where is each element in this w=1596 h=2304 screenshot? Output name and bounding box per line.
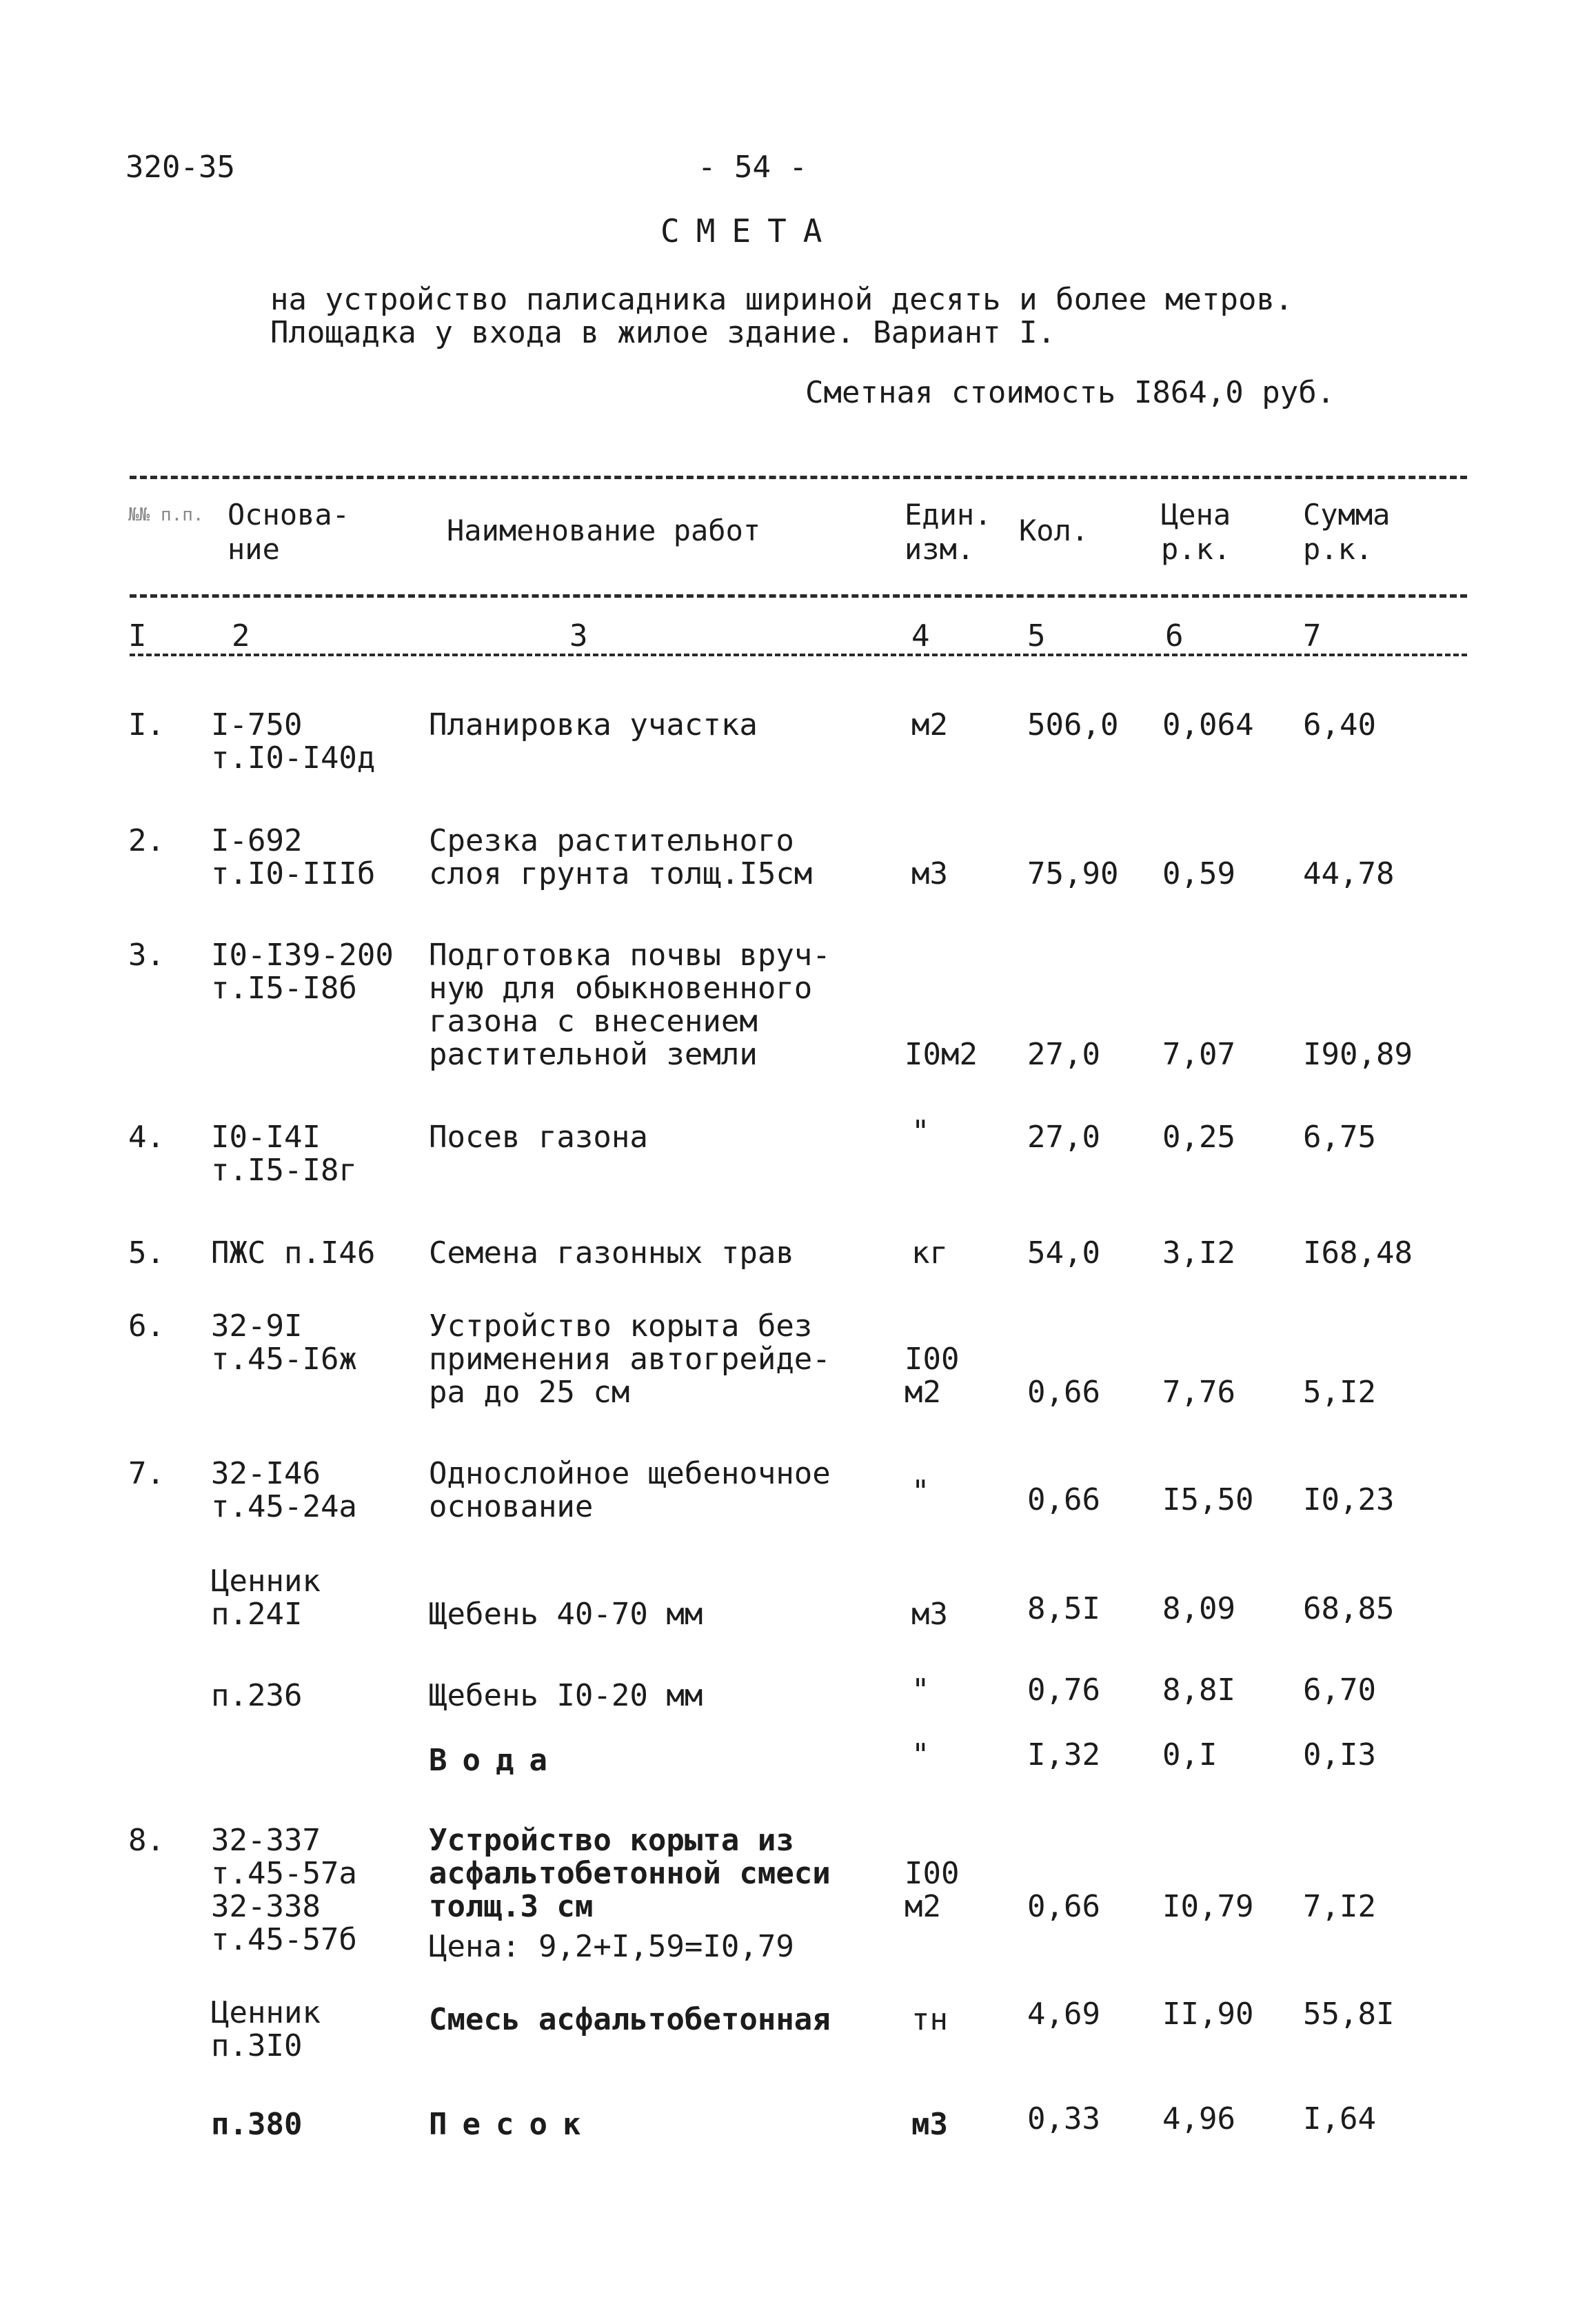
row-price: 7,76 bbox=[1162, 1375, 1235, 1410]
row-price: 0,59 bbox=[1162, 856, 1235, 891]
row-unit: " bbox=[911, 1114, 930, 1149]
column-number: 3 bbox=[569, 618, 588, 654]
row-basis: Ценник п.24I bbox=[211, 1564, 321, 1632]
row-price: I5,50 bbox=[1162, 1482, 1254, 1517]
row-sum: 55,8I bbox=[1303, 1997, 1395, 2032]
row-unit: " bbox=[911, 1474, 930, 1509]
row-name: Семена газонных трав bbox=[429, 1235, 794, 1271]
row-num: 5. bbox=[128, 1235, 165, 1271]
column-number: I bbox=[128, 618, 147, 654]
row-basis: ПЖС п.I46 bbox=[211, 1235, 376, 1271]
row-qty: 27,0 bbox=[1027, 1037, 1100, 1072]
row-qty: 8,5I bbox=[1027, 1591, 1100, 1626]
row-price: 8,8I bbox=[1162, 1673, 1235, 1708]
row-qty: 506,0 bbox=[1027, 707, 1119, 742]
row-unit: тн bbox=[911, 2002, 948, 2037]
row-basis: I-750 т.I0-I40д bbox=[211, 707, 376, 776]
row-sum: 68,85 bbox=[1303, 1591, 1395, 1626]
row-basis: 32-337 т.45-57а 32-338 т.45-57б bbox=[211, 1823, 357, 1957]
row-price: II,90 bbox=[1162, 1997, 1254, 2032]
row-num: 6. bbox=[128, 1308, 165, 1344]
row-name: Срезка растительного слоя грунта толщ.I5см bbox=[429, 823, 813, 891]
column-number: 6 bbox=[1165, 618, 1184, 654]
row-price: 0,25 bbox=[1162, 1120, 1235, 1155]
row-qty: 54,0 bbox=[1027, 1235, 1100, 1271]
row-qty: 4,69 bbox=[1027, 1997, 1100, 2032]
row-price: 0,064 bbox=[1162, 707, 1254, 742]
row-unit: I00 м2 bbox=[905, 1342, 960, 1410]
row-price: I0,79 bbox=[1162, 1889, 1254, 1924]
row-sum: I0,23 bbox=[1303, 1482, 1395, 1517]
row-unit: м3 bbox=[911, 856, 948, 891]
row-sum: I68,48 bbox=[1303, 1235, 1413, 1271]
row-unit: I0м2 bbox=[905, 1037, 978, 1072]
row-unit: I00 м2 bbox=[905, 1856, 960, 1924]
row-sum: 7,I2 bbox=[1303, 1889, 1376, 1924]
row-qty: 0,76 bbox=[1027, 1673, 1100, 1708]
row-unit: " bbox=[911, 1737, 930, 1772]
row-name: Посев газона bbox=[429, 1120, 648, 1155]
row-name: Песок bbox=[429, 2107, 596, 2142]
row-num: 4. bbox=[128, 1120, 165, 1155]
row-basis: 32-9I т.45-I6ж bbox=[211, 1308, 357, 1377]
row-sum: I90,89 bbox=[1303, 1037, 1413, 1072]
row-qty: 75,90 bbox=[1027, 856, 1119, 891]
row-unit: м3 bbox=[911, 2107, 948, 2142]
row-price: 7,07 bbox=[1162, 1037, 1235, 1072]
row-sum: 6,70 bbox=[1303, 1673, 1376, 1708]
row-num: I. bbox=[128, 707, 165, 742]
row-qty: 27,0 bbox=[1027, 1120, 1100, 1155]
header-unit: Един. изм. bbox=[905, 498, 992, 566]
row-price: 4,96 bbox=[1162, 2101, 1235, 2136]
row-name: Устройство корыта без применения автогрейде- ра до 25 см bbox=[429, 1308, 831, 1410]
row-basis: п.236 bbox=[211, 1678, 303, 1713]
row-basis: I0-I39-200 т.I5-I8б bbox=[211, 938, 394, 1006]
document-code: 320-35 bbox=[125, 150, 235, 185]
row-sum: I,64 bbox=[1303, 2101, 1376, 2136]
row-qty: 0,66 bbox=[1027, 1375, 1100, 1410]
page-number: - 54 - bbox=[698, 150, 807, 185]
row-unit: м3 bbox=[911, 1597, 948, 1632]
price-note: Цена: 9,2+I,59=I0,79 bbox=[429, 1929, 794, 1964]
row-qty: I,32 bbox=[1027, 1737, 1100, 1772]
row-qty: 0,66 bbox=[1027, 1482, 1100, 1517]
row-name: Смесь асфальтобетонная bbox=[429, 2002, 831, 2037]
row-unit: кг bbox=[911, 1235, 948, 1271]
row-qty: 0,33 bbox=[1027, 2101, 1100, 2136]
header-sum: Сумма р.к. bbox=[1303, 498, 1391, 566]
column-number: 2 bbox=[232, 618, 250, 654]
row-qty: 0,66 bbox=[1027, 1889, 1100, 1924]
row-name: Щебень I0-20 мм bbox=[429, 1678, 703, 1713]
header-qty: Кол. bbox=[1019, 514, 1089, 547]
subtitle-line-2: Площадка у входа в жилое здание. Вариант I. bbox=[270, 315, 1056, 350]
subtitle-line-1: на устройство палисадника шириной десять и более метров. bbox=[270, 282, 1293, 317]
row-basis: п.380 bbox=[211, 2107, 303, 2142]
column-number: 5 bbox=[1027, 618, 1046, 654]
row-num: 3. bbox=[128, 938, 165, 973]
row-sum: 6,40 bbox=[1303, 707, 1376, 742]
column-number: 4 bbox=[911, 618, 930, 654]
row-name: Вода bbox=[429, 1743, 563, 1778]
header-num: №№ п.п. bbox=[128, 505, 204, 525]
row-unit: " bbox=[911, 1673, 930, 1708]
row-num: 2. bbox=[128, 823, 165, 858]
row-num: 7. bbox=[128, 1456, 165, 1491]
row-price: 0,I bbox=[1162, 1737, 1218, 1772]
row-sum: 5,I2 bbox=[1303, 1375, 1376, 1410]
row-price: 3,I2 bbox=[1162, 1235, 1235, 1271]
row-price: 8,09 bbox=[1162, 1591, 1235, 1626]
row-sum: 44,78 bbox=[1303, 856, 1395, 891]
row-name: Щебень 40-70 мм bbox=[429, 1597, 703, 1632]
row-unit: м2 bbox=[911, 707, 948, 742]
header-price: Цена р.к. bbox=[1161, 498, 1231, 566]
row-sum: 0,I3 bbox=[1303, 1737, 1376, 1772]
row-basis: I-692 т.I0-IIIб bbox=[211, 823, 376, 891]
document-title: СМЕТА bbox=[660, 212, 839, 250]
column-number-rule bbox=[130, 654, 1467, 656]
row-basis: Ценник п.3I0 bbox=[211, 1995, 321, 2063]
row-name: Устройство корыта из асфальтобетонной смеси толщ.3 см bbox=[429, 1823, 831, 1924]
header-bottom-rule bbox=[130, 594, 1467, 598]
row-name: Подготовка почвы вруч- ную для обыкновенного газона с внесением растительной земли bbox=[429, 938, 831, 1072]
row-name: Однослойное щебеночное основание bbox=[429, 1456, 831, 1524]
estimated-cost: Сметная стоимость I864,0 руб. bbox=[805, 375, 1335, 410]
header-basis: Основа- ние bbox=[228, 498, 350, 566]
header-name: Наименование работ bbox=[447, 514, 761, 547]
column-number: 7 bbox=[1303, 618, 1322, 654]
row-num: 8. bbox=[128, 1823, 165, 1858]
row-basis: 32-I46 т.45-24а bbox=[211, 1456, 357, 1524]
row-name: Планировка участка bbox=[429, 707, 758, 742]
table-top-rule bbox=[130, 476, 1467, 479]
row-sum: 6,75 bbox=[1303, 1120, 1376, 1155]
row-basis: I0-I4I т.I5-I8г bbox=[211, 1120, 357, 1188]
